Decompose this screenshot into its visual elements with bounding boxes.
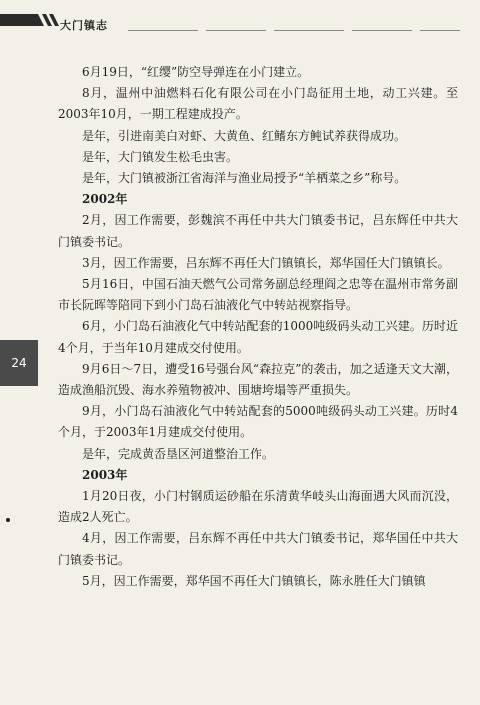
paragraph: 6月，小门岛石油液化气中转站配套的1000吨级码头动工兴建。历时近4个月，于当年10月建成交付使用。 (58, 319, 458, 355)
paragraph: 3月，因工作需要，吕东辉不再任大门镇镇长，郑华国任大门镇镇长。 (82, 255, 450, 270)
header-rule (352, 30, 412, 31)
page-body (58, 62, 458, 592)
year-heading: 2003年 (82, 467, 128, 482)
paragraph: 5月16日，中国石油天燃气公司常务副总经理阎之忠等在温州市常务副市长阮晖等陪同下到小门岛石油液化气中转站视察指导。 (58, 277, 458, 313)
page-number-tab (0, 340, 38, 386)
paragraph: 1月20日夜，小门村钢质运砂船在乐清黄华岐头山海面遇大风而沉没，造成2人死亡。 (58, 489, 458, 525)
paragraph: 是年，引进南美白对虾、大黄鱼、红鳍东方鲀试养获得成功。 (82, 128, 407, 143)
paragraph: 8月，温州中油燃料石化有限公司在小门岛征用土地，动工兴建。至2003年10月，一期工程建成投产。 (58, 86, 458, 122)
paragraph: 9月6日～7日，遭受16号强台风“森拉克”的袭击，加之适逢天文大潮，造成渔船沉毁、海水养殖物被冲、围塘垮塌等严重损失。 (58, 361, 458, 398)
paragraph: 是年，完成黄岙垦区河道整治工作。 (82, 446, 275, 461)
header-rule (274, 30, 344, 31)
page-header (0, 0, 480, 60)
paragraph: 是年，大门镇发生松毛虫害。 (82, 149, 239, 164)
margin-mark (6, 518, 10, 522)
year-heading: 2002年 (82, 192, 128, 207)
paragraph: 2月，因工作需要，彭魏滨不再任中共大门镇委书记，吕东辉任中共大门镇委书记。 (58, 213, 458, 249)
paragraph: 9月，小门岛石油液化气中转站配套的5000吨级码头动工兴建。历时4个月，于2003年1月建成交付使用。 (58, 404, 458, 440)
page-number: 24 (11, 356, 27, 370)
paragraph: 4月，因工作需要，吕东辉不再任中共大门镇委书记，郑华国任中共大门镇委书记。 (58, 531, 458, 567)
header-title: 大门镇志 (60, 19, 108, 32)
paragraph: 6月19日，“红缨”防空导弹连在小门建立。 (82, 65, 310, 79)
paragraph: 5月，因工作需要，郑华国不再任大门镇镇长，陈永胜任大门镇镇 (82, 573, 426, 588)
header-rule (128, 30, 198, 31)
header-rule (420, 30, 460, 31)
header-rule (206, 30, 266, 31)
paragraph: 是年，大门镇被浙江省海洋与渔业局授予“羊栖菜之乡”称号。 (82, 171, 407, 186)
